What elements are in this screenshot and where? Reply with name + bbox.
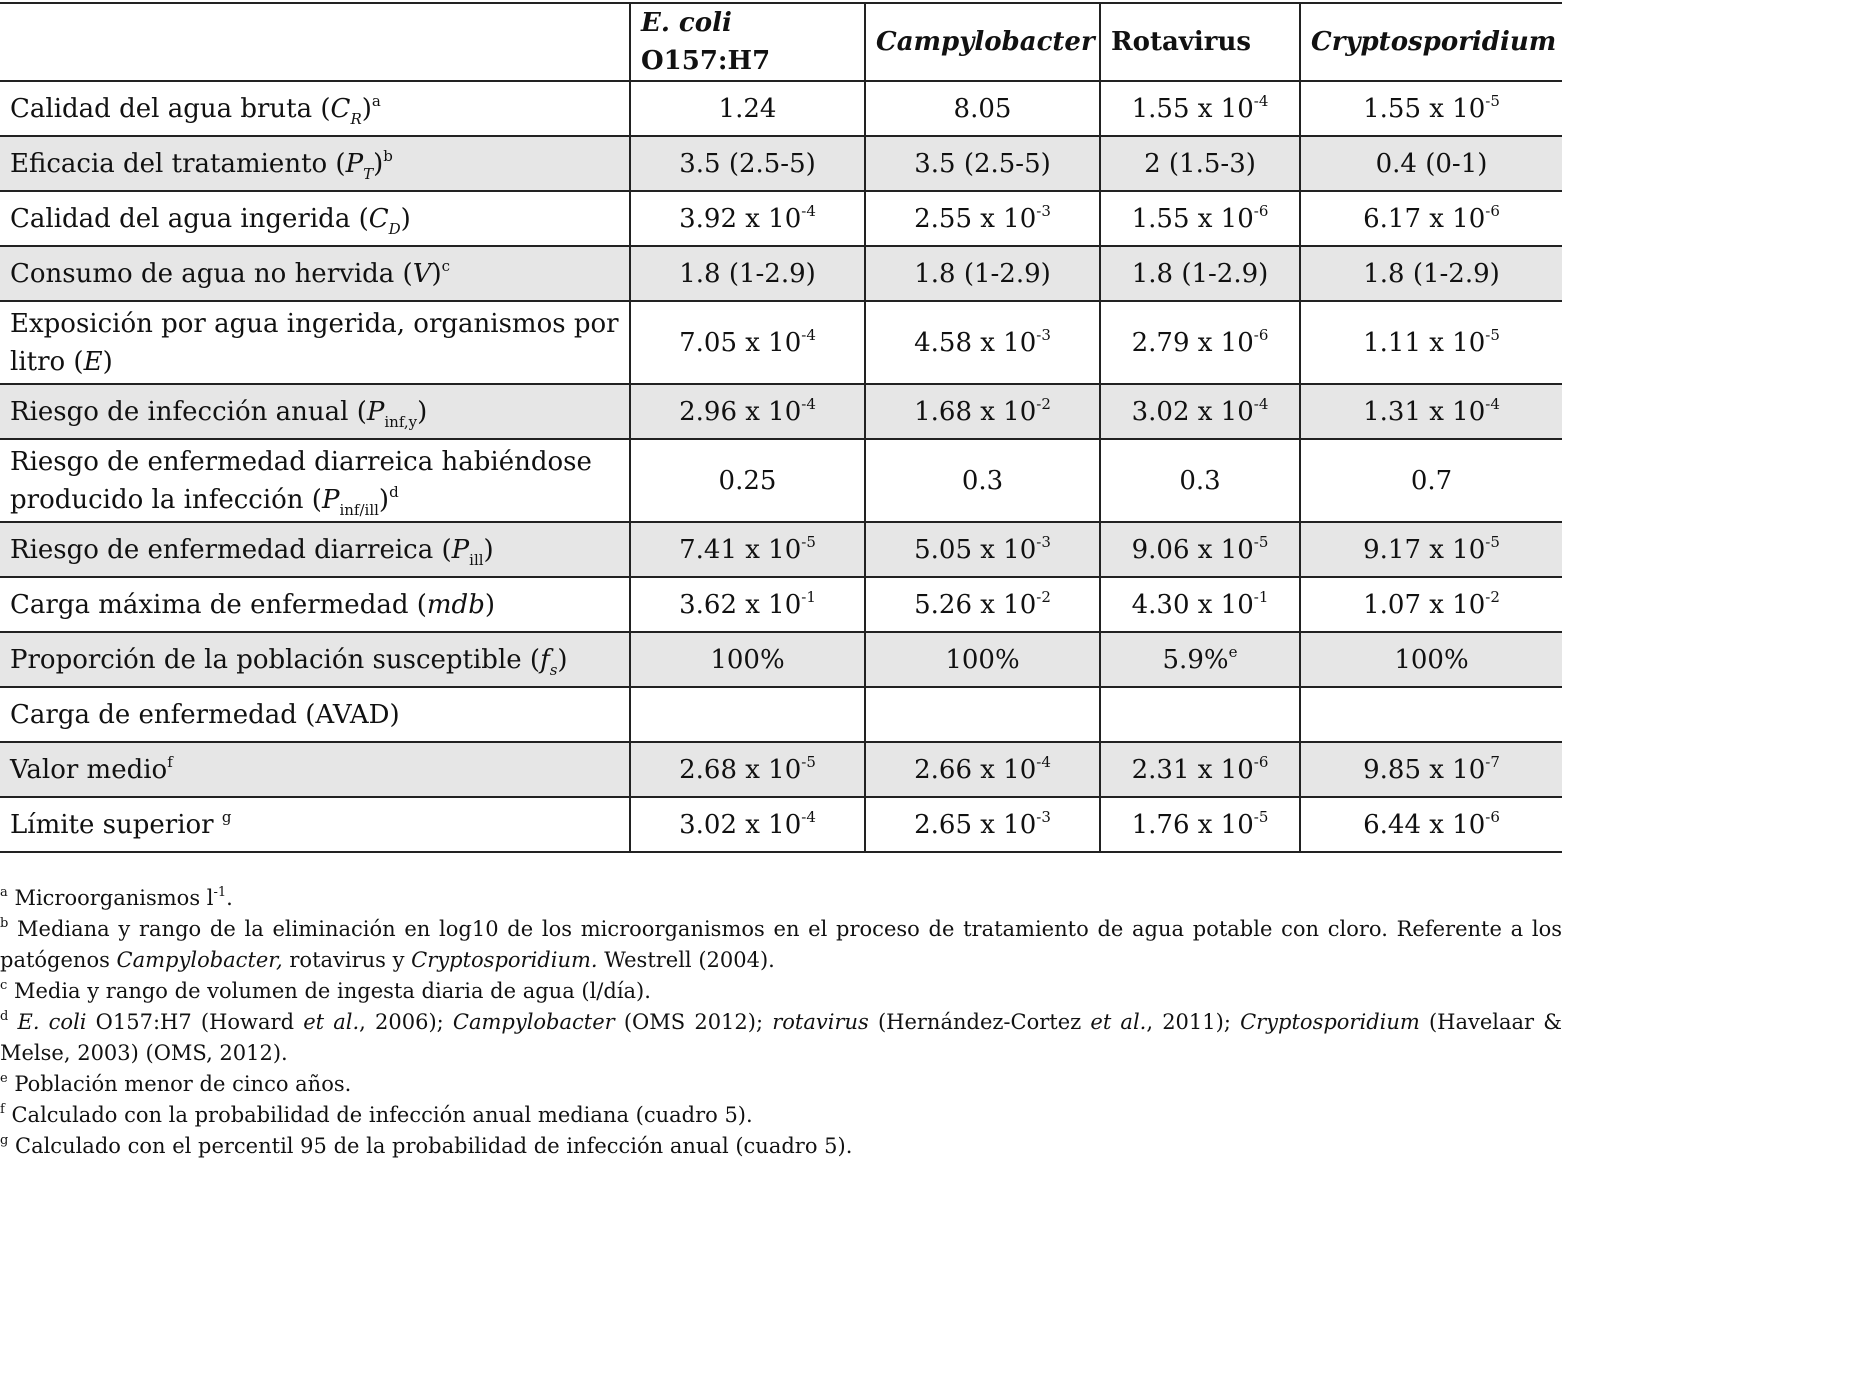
superscript: -5: [1253, 807, 1269, 826]
italic-text: Campylobacter,: [116, 948, 283, 972]
text-run: Carga de enfermedad (AVAD): [10, 699, 400, 730]
superscript: -6: [1485, 807, 1500, 826]
table-row: [0, 136, 1562, 191]
text-run: Riesgo de enfermedad diarreica (: [10, 534, 452, 565]
superscript: a: [371, 91, 381, 110]
text-run: 0.3: [961, 465, 1004, 496]
value-cell: [630, 246, 865, 301]
italic-text: Cryptosporidium: [1311, 27, 1557, 57]
value-cell: [1300, 632, 1562, 687]
row-label-cell: [0, 687, 630, 742]
value-cell: [1300, 301, 1562, 384]
value-cell: [1300, 577, 1562, 632]
subscript: R: [350, 109, 362, 128]
subscript: ill: [469, 550, 484, 569]
text-run: 7.41 x 10: [679, 534, 802, 565]
row-label-cell: [0, 191, 630, 246]
text-run: ): [557, 644, 568, 675]
superscript: -4: [801, 807, 816, 826]
footnote: [0, 1007, 1562, 1069]
value-cell: [865, 522, 1100, 577]
text-run: (OMS 2012);: [614, 1010, 773, 1034]
text-run: 1.55 x 10: [1363, 93, 1486, 124]
superscript: -4: [801, 325, 816, 344]
text-run: 1.31 x 10: [1363, 396, 1486, 427]
text-run: 3.02 x 10: [679, 809, 802, 840]
text-run: ): [417, 396, 428, 427]
italic-text: C: [368, 203, 389, 234]
italic-text: Cryptosporidium.: [411, 948, 598, 972]
footnote: [0, 883, 1562, 914]
value-cell: [1100, 246, 1300, 301]
value-cell: [1300, 797, 1562, 852]
value-cell: [630, 81, 865, 136]
value-cell: [865, 384, 1100, 439]
value-cell: [1100, 191, 1300, 246]
risk-assessment-table: [0, 2, 1562, 853]
value-cell: [865, 301, 1100, 384]
superscript: g: [221, 807, 232, 826]
text-run: 1.8 (1-2.9): [1131, 258, 1269, 289]
text-run: [8, 1010, 17, 1034]
italic-text: E: [83, 346, 103, 377]
text-run: 1.55 x 10: [1131, 93, 1254, 124]
table-body: [0, 81, 1562, 852]
footnote: [0, 1131, 1562, 1162]
text-run: ): [102, 346, 113, 377]
superscript: c: [441, 256, 451, 275]
superscript: f: [167, 752, 173, 771]
table-row: [0, 246, 1562, 301]
value-cell: [865, 632, 1100, 687]
value-cell: [1100, 577, 1300, 632]
row-label-cell: [0, 246, 630, 301]
row-label-cell: [0, 81, 630, 136]
table-row: [0, 81, 1562, 136]
superscript: -5: [1485, 325, 1500, 344]
row-label-cell: [0, 439, 630, 522]
superscript: b: [383, 146, 393, 165]
text-run: 5.05 x 10: [914, 534, 1037, 565]
text-run: 6.44 x 10: [1363, 809, 1486, 840]
text-run: .: [226, 886, 233, 910]
superscript: -6: [1253, 325, 1269, 344]
row-label-cell: [0, 632, 630, 687]
text-run: 2 (1.5-3): [1144, 148, 1256, 179]
text-run: 4.58 x 10: [914, 327, 1037, 358]
superscript: -1: [801, 587, 816, 606]
text-run: Población menor de cinco años.: [7, 1072, 352, 1096]
value-cell: [630, 439, 865, 522]
text-run: rotavirus y: [282, 948, 412, 972]
row-label-cell: [0, 797, 630, 852]
text-run: 100%: [1394, 644, 1469, 675]
italic-text: Campylobacter: [876, 27, 1095, 57]
value-cell: [1300, 687, 1562, 742]
header-row: [0, 3, 1562, 81]
row-label-cell: [0, 577, 630, 632]
text-run: Proporción de la población susceptible (: [10, 644, 541, 675]
text-run: 0.25: [718, 465, 777, 496]
text-run: 3.62 x 10: [679, 589, 802, 620]
text-run: 3.5 (2.5-5): [679, 148, 816, 179]
text-run: Riesgo de infección anual (: [10, 396, 367, 427]
text-run: Exposición por agua ingerida, organismos por litro (: [10, 308, 619, 377]
value-cell: [630, 301, 865, 384]
text-run: 2.66 x 10: [914, 754, 1037, 785]
text-run: 1.11 x 10: [1363, 327, 1486, 358]
value-cell: [865, 797, 1100, 852]
superscript: d: [0, 1009, 9, 1024]
header-cell-campylobacter: [865, 3, 1100, 81]
superscript: e: [1228, 642, 1238, 661]
text-run: 3.02 x 10: [1131, 396, 1254, 427]
text-run: ): [484, 589, 495, 620]
superscript: e: [0, 1071, 8, 1086]
value-cell: [1300, 439, 1562, 522]
italic-text: P: [366, 396, 385, 427]
value-cell: [865, 439, 1100, 522]
italic-text: et al.: [303, 1010, 360, 1034]
text-run: ): [373, 148, 384, 179]
value-cell: [630, 742, 865, 797]
table-row: [0, 632, 1562, 687]
text-run: Eficacia del tratamiento (: [10, 148, 346, 179]
italic-text: E. coli: [641, 8, 732, 38]
superscript: -4: [1253, 394, 1269, 413]
footnote: [0, 1069, 1562, 1100]
text-run: , 2006);: [359, 1010, 453, 1034]
superscript: -3: [1036, 201, 1051, 220]
italic-text: mdb: [426, 589, 485, 620]
italic-text: Campylobacter: [452, 1010, 615, 1034]
value-cell: [1100, 439, 1300, 522]
text-run: 9.85 x 10: [1363, 754, 1486, 785]
text-run: 2.55 x 10: [914, 203, 1037, 234]
text-run: 8.05: [953, 93, 1012, 124]
text-run: 2.79 x 10: [1131, 327, 1254, 358]
row-label-cell: [0, 742, 630, 797]
footnote: [0, 1100, 1562, 1131]
value-cell: [1300, 81, 1562, 136]
text-run: 1.76 x 10: [1131, 809, 1254, 840]
text-run: O157:H7: [641, 46, 771, 76]
text-run: Límite superior: [10, 809, 222, 840]
subscript: s: [549, 660, 558, 679]
superscript: -2: [1036, 394, 1051, 413]
superscript: -3: [1036, 807, 1051, 826]
value-cell: [630, 632, 865, 687]
text-run: Riesgo de enfermedad diarreica habiéndose producido la infección (: [10, 446, 592, 515]
italic-text: rotavirus: [772, 1010, 869, 1034]
value-cell: [1100, 522, 1300, 577]
superscript: -1: [1253, 587, 1269, 606]
subscript: T: [363, 164, 374, 183]
text-run: Consumo de agua no hervida (: [10, 258, 413, 289]
text-run: 1.24: [718, 93, 777, 124]
text-run: ): [378, 484, 390, 515]
superscript: -3: [1036, 532, 1051, 551]
text-run: 2.65 x 10: [914, 809, 1037, 840]
superscript: d: [389, 482, 399, 501]
row-label-cell: [0, 136, 630, 191]
value-cell: [865, 687, 1100, 742]
text-run: 3.5 (2.5-5): [914, 148, 1051, 179]
italic-text: P: [451, 534, 470, 565]
text-run: (Hernández-Cortez: [868, 1010, 1091, 1034]
value-cell: [865, 191, 1100, 246]
text-run: 9.06 x 10: [1131, 534, 1254, 565]
superscript: -2: [1036, 587, 1051, 606]
subscript: inf/ill: [339, 500, 379, 519]
text-run: , 2011);: [1146, 1010, 1241, 1034]
text-run: 1.8 (1-2.9): [679, 258, 816, 289]
value-cell: [1300, 522, 1562, 577]
value-cell: [630, 522, 865, 577]
text-run: (Havelaar & Melse, 2003) (OMS, 2012).: [0, 1010, 1562, 1065]
text-run: Media y rango de volumen de ingesta diaria de agua (l/día).: [7, 979, 651, 1003]
value-cell: [865, 136, 1100, 191]
superscript: -6: [1253, 201, 1269, 220]
text-run: 1.8 (1-2.9): [914, 258, 1051, 289]
table-row: [0, 577, 1562, 632]
text-run: 5.26 x 10: [914, 589, 1037, 620]
table-row: [0, 191, 1562, 246]
value-cell: [1300, 191, 1562, 246]
table-row: [0, 522, 1562, 577]
superscript: -1: [213, 885, 227, 900]
row-label-cell: [0, 301, 630, 384]
superscript: -4: [801, 394, 816, 413]
text-run: 3.92 x 10: [679, 203, 802, 234]
value-cell: [630, 577, 865, 632]
text-run: Calculado con el percentil 95 de la probabilidad de infección anual (cuadro 5).: [8, 1134, 853, 1158]
value-cell: [1300, 136, 1562, 191]
text-run: Carga máxima de enfermedad (: [10, 589, 427, 620]
italic-text: E. coli: [17, 1010, 87, 1034]
text-run: 6.17 x 10: [1363, 203, 1486, 234]
value-cell: [1300, 384, 1562, 439]
superscript: a: [0, 885, 8, 900]
superscript: -4: [1485, 394, 1500, 413]
italic-text: V: [412, 258, 432, 289]
value-cell: [630, 797, 865, 852]
row-label-cell: [0, 522, 630, 577]
text-run: Valor medio: [10, 754, 168, 785]
table-row: [0, 687, 1562, 742]
table-row: [0, 439, 1562, 522]
footnotes: [0, 883, 1562, 1162]
value-cell: [630, 136, 865, 191]
text-run: Westrell (2004).: [597, 948, 775, 972]
text-run: 2.96 x 10: [679, 396, 802, 427]
text-run: Calidad del agua bruta (: [10, 93, 331, 124]
text-run: 0.7: [1410, 465, 1453, 496]
value-cell: [1100, 81, 1300, 136]
superscript: b: [0, 916, 9, 931]
italic-text: P: [345, 148, 364, 179]
superscript: -4: [801, 201, 816, 220]
subscript: D: [388, 219, 401, 238]
table-row: [0, 797, 1562, 852]
value-cell: [1100, 687, 1300, 742]
superscript: -5: [801, 752, 816, 771]
value-cell: [1100, 301, 1300, 384]
value-cell: [1100, 632, 1300, 687]
header-cell-rotavirus: [1100, 3, 1300, 81]
superscript: -7: [1485, 752, 1500, 771]
text-run: Microorganismos l: [7, 886, 214, 910]
superscript: -4: [1036, 752, 1051, 771]
text-run: ): [361, 93, 372, 124]
superscript: c: [0, 978, 8, 993]
text-run: O157:H7 (Howard: [86, 1010, 304, 1034]
table-row: [0, 384, 1562, 439]
text-run: 0.4 (0-1): [1375, 148, 1488, 179]
value-cell: [865, 246, 1100, 301]
italic-text: C: [330, 93, 351, 124]
header-cell-cryptosporidium: [1300, 3, 1562, 81]
superscript: -6: [1253, 752, 1269, 771]
value-cell: [865, 742, 1100, 797]
superscript: g: [0, 1133, 9, 1148]
text-run: ): [400, 203, 411, 234]
text-run: Mediana y rango de la eliminación en log10 de los microorganismos en el proceso de tratamiento de agua potable con cloro. Referente a los patógenos: [0, 917, 1562, 972]
value-cell: [630, 384, 865, 439]
value-cell: [1100, 384, 1300, 439]
text-run: ): [431, 258, 442, 289]
text-run: 4.30 x 10: [1131, 589, 1254, 620]
superscript: -5: [1485, 91, 1500, 110]
text-run: ): [483, 534, 494, 565]
superscript: -5: [801, 532, 816, 551]
text-run: 0.3: [1179, 465, 1221, 496]
superscript: -5: [1485, 532, 1500, 551]
superscript: -2: [1485, 587, 1500, 606]
value-cell: [630, 191, 865, 246]
subscript: inf,y: [384, 412, 418, 431]
text-run: 7.05 x 10: [679, 327, 802, 358]
footnote: [0, 976, 1562, 1007]
text-run: Calculado con la probabilidad de infección anual mediana (cuadro 5).: [4, 1103, 753, 1127]
italic-text: et al.: [1090, 1010, 1147, 1034]
superscript: f: [0, 1102, 5, 1117]
header-cell-parameter: [0, 3, 630, 81]
text-run: 2.31 x 10: [1131, 754, 1254, 785]
italic-text: Cryptosporidium: [1240, 1010, 1420, 1034]
value-cell: [1100, 797, 1300, 852]
value-cell: [1100, 742, 1300, 797]
footnote: [0, 914, 1562, 976]
superscript: -3: [1036, 325, 1051, 344]
text-run: 100%: [945, 644, 1020, 675]
row-label-cell: [0, 384, 630, 439]
italic-text: P: [321, 484, 340, 515]
superscript: -4: [1253, 91, 1269, 110]
text-run: 1.68 x 10: [914, 396, 1037, 427]
superscript: -6: [1485, 201, 1500, 220]
text-run: 5.9%: [1162, 644, 1229, 675]
value-cell: [630, 687, 865, 742]
superscript: -5: [1253, 532, 1269, 551]
text-run: 100%: [710, 644, 785, 675]
text-run: Rotavirus: [1111, 27, 1252, 57]
italic-text: f: [540, 644, 550, 675]
text-run: 2.68 x 10: [679, 754, 802, 785]
table-row: [0, 742, 1562, 797]
text-run: Calidad del agua ingerida (: [10, 203, 369, 234]
text-run: 9.17 x 10: [1363, 534, 1486, 565]
text-run: 1.55 x 10: [1131, 203, 1254, 234]
value-cell: [1100, 136, 1300, 191]
value-cell: [1300, 246, 1562, 301]
value-cell: [865, 577, 1100, 632]
text-run: 1.07 x 10: [1363, 589, 1486, 620]
table-row: [0, 301, 1562, 384]
value-cell: [1300, 742, 1562, 797]
value-cell: [865, 81, 1100, 136]
header-cell-ecoli: [630, 3, 865, 81]
text-run: 1.8 (1-2.9): [1363, 258, 1500, 289]
